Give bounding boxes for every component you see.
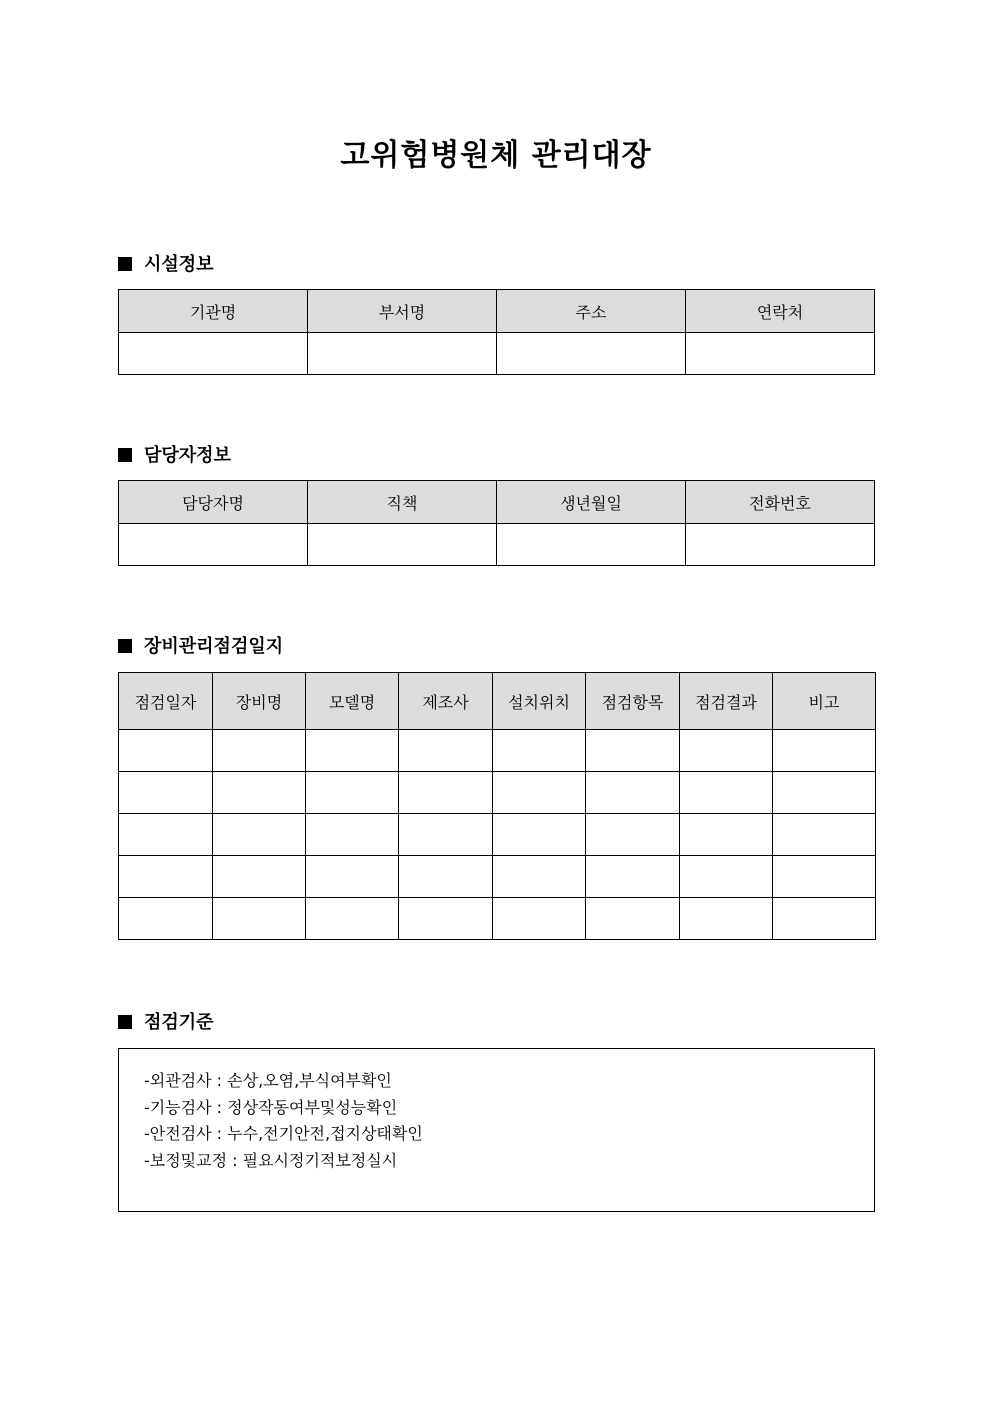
equipment-log-header-cell: 제조사 xyxy=(399,673,493,730)
equipment-log-header-cell: 점검일자 xyxy=(119,673,213,730)
facility-heading-text: 시설정보 xyxy=(144,254,214,275)
equipment-log-header-cell: 설치위치 xyxy=(493,673,586,730)
equipment-log-row xyxy=(119,730,876,772)
manager-input-cell[interactable] xyxy=(686,524,875,566)
equipment-log-input-cell[interactable] xyxy=(213,856,306,898)
equipment-log-input-cell[interactable] xyxy=(213,898,306,940)
equipment-log-input-cell[interactable] xyxy=(306,730,399,772)
equipment-log-input-cell[interactable] xyxy=(773,856,876,898)
manager-header-cell: 담당자명 xyxy=(119,481,308,524)
equipment-log-input-cell[interactable] xyxy=(213,730,306,772)
equipment-log-input-cell[interactable] xyxy=(306,856,399,898)
criteria-item: -안전검사 : 누수,전기안전,접지상태확인 xyxy=(144,1124,423,1143)
equipment-log-input-cell[interactable] xyxy=(399,856,493,898)
equipment-log-input-cell[interactable] xyxy=(399,772,493,814)
equipment-log-row xyxy=(119,814,876,856)
equipment-log-input-cell[interactable] xyxy=(680,856,773,898)
equipment-log-input-cell[interactable] xyxy=(119,772,213,814)
equipment-log-input-cell[interactable] xyxy=(399,814,493,856)
manager-header-cell: 직책 xyxy=(308,481,497,524)
equipment-log-input-cell[interactable] xyxy=(119,814,213,856)
equipment-log-input-cell[interactable] xyxy=(773,898,876,940)
equipment-log-input-cell[interactable] xyxy=(493,856,586,898)
facility-input-cell[interactable] xyxy=(308,333,497,375)
equipment-log-input-cell[interactable] xyxy=(680,730,773,772)
equipment-log-input-cell[interactable] xyxy=(586,856,680,898)
equipment-log-input-cell[interactable] xyxy=(680,772,773,814)
equipment-log-heading-text: 장비관리점검일지 xyxy=(144,636,284,657)
section-heading-facility xyxy=(118,253,214,277)
square-bullet-icon xyxy=(118,257,132,271)
equipment-log-input-cell[interactable] xyxy=(399,898,493,940)
facility-input-cell[interactable] xyxy=(497,333,686,375)
manager-input-row xyxy=(119,524,875,566)
manager-input-cell[interactable] xyxy=(119,524,308,566)
equipment-log-input-cell[interactable] xyxy=(119,856,213,898)
square-bullet-icon xyxy=(118,1015,132,1029)
facility-header-cell: 부서명 xyxy=(308,290,497,333)
square-bullet-icon xyxy=(118,639,132,653)
equipment-log-row xyxy=(119,898,876,940)
equipment-log-input-cell[interactable] xyxy=(773,772,876,814)
equipment-log-input-cell[interactable] xyxy=(586,898,680,940)
equipment-log-header-row xyxy=(119,673,876,730)
equipment-log-row xyxy=(119,856,876,898)
manager-table xyxy=(118,480,875,566)
equipment-log-input-cell[interactable] xyxy=(493,814,586,856)
equipment-log-input-cell[interactable] xyxy=(119,898,213,940)
equipment-log-table xyxy=(118,672,876,940)
equipment-log-input-cell[interactable] xyxy=(586,772,680,814)
facility-header-cell: 주소 xyxy=(497,290,686,333)
equipment-log-header-cell: 점검항목 xyxy=(586,673,680,730)
section-heading-manager xyxy=(118,444,231,468)
square-bullet-icon xyxy=(118,448,132,462)
manager-header-cell: 전화번호 xyxy=(686,481,875,524)
facility-input-row xyxy=(119,333,875,375)
equipment-log-input-cell[interactable] xyxy=(306,814,399,856)
criteria-box xyxy=(118,1048,875,1212)
equipment-log-input-cell[interactable] xyxy=(399,730,493,772)
criteria-item: -보정및교정 : 필요시정기적보정실시 xyxy=(144,1150,398,1170)
equipment-log-input-cell[interactable] xyxy=(773,730,876,772)
equipment-log-header-cell: 비고 xyxy=(773,673,876,730)
criteria-heading-text: 점검기준 xyxy=(144,1012,214,1033)
equipment-log-input-cell[interactable] xyxy=(680,898,773,940)
manager-heading-text: 담당자정보 xyxy=(144,445,231,466)
equipment-log-input-cell[interactable] xyxy=(306,772,399,814)
manager-input-cell[interactable] xyxy=(497,524,686,566)
manager-header-cell: 생년월일 xyxy=(497,481,686,524)
equipment-log-header-cell: 점검결과 xyxy=(680,673,773,730)
equipment-log-input-cell[interactable] xyxy=(493,898,586,940)
equipment-log-header-cell: 장비명 xyxy=(213,673,306,730)
facility-header-cell: 기관명 xyxy=(119,290,308,333)
facility-header-cell: 연락처 xyxy=(686,290,875,333)
section-heading-equipment-log xyxy=(118,635,283,659)
equipment-log-input-cell[interactable] xyxy=(493,772,586,814)
facility-table xyxy=(118,289,875,375)
equipment-log-input-cell[interactable] xyxy=(213,772,306,814)
facility-input-cell[interactable] xyxy=(686,333,875,375)
section-heading-criteria xyxy=(118,1011,214,1035)
equipment-log-input-cell[interactable] xyxy=(493,730,586,772)
facility-header-row xyxy=(119,290,875,333)
equipment-log-input-cell[interactable] xyxy=(586,730,680,772)
page-title: 고위험병원체 관리대장 xyxy=(340,138,652,173)
criteria-item: -외관검사 : 손상,오염,부식여부확인 xyxy=(144,1071,392,1090)
equipment-log-input-cell[interactable] xyxy=(586,814,680,856)
equipment-log-body xyxy=(119,730,876,940)
equipment-log-header-cell: 모델명 xyxy=(306,673,399,730)
equipment-log-input-cell[interactable] xyxy=(306,898,399,940)
equipment-log-input-cell[interactable] xyxy=(213,814,306,856)
equipment-log-input-cell[interactable] xyxy=(119,730,213,772)
equipment-log-input-cell[interactable] xyxy=(680,814,773,856)
equipment-log-row xyxy=(119,772,876,814)
equipment-log-input-cell[interactable] xyxy=(773,814,876,856)
criteria-item: -기능검사 : 정상작동여부및성능확인 xyxy=(144,1097,398,1117)
criteria-list xyxy=(119,1049,874,1174)
manager-header-row xyxy=(119,481,875,524)
manager-input-cell[interactable] xyxy=(308,524,497,566)
facility-input-cell[interactable] xyxy=(119,333,308,375)
